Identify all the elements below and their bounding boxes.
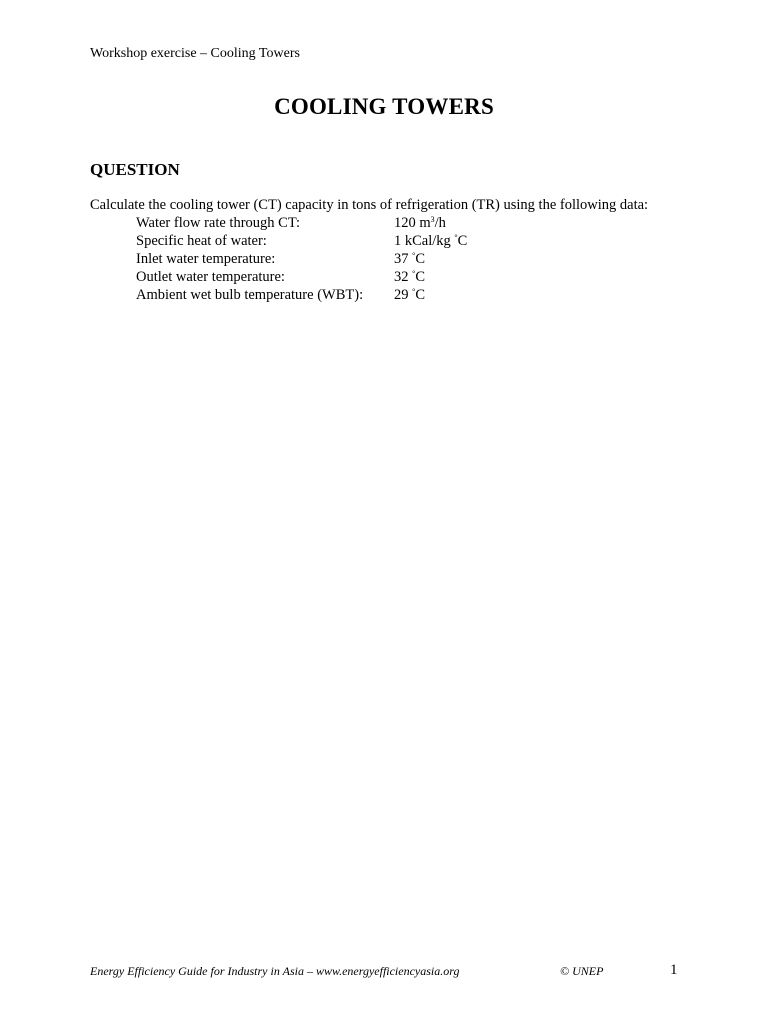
- data-value: 32 °C: [394, 269, 425, 285]
- data-label: Ambient wet bulb temperature (WBT):: [136, 287, 364, 303]
- data-label: Specific heat of water:: [136, 233, 267, 249]
- question-intro: Calculate the cooling tower (CT) capacity in tons of refrigeration (TR) using the following data:: [90, 197, 649, 213]
- data-value: 120 $m^3/h$: [394, 215, 446, 231]
- footer-copyright: © UNEP: [560, 964, 604, 978]
- page-number: 1: [670, 962, 678, 978]
- data-label: Water flow rate through CT:: [136, 215, 301, 231]
- data-value: 29 °C: [394, 287, 425, 303]
- data-row-inlet-temp: [136, 250, 467, 268]
- data-value: 37 °C: [394, 251, 425, 267]
- section-heading: QUESTION: [90, 160, 180, 179]
- data-value: 1 kCal/kg °C: [394, 233, 468, 249]
- data-row-water-flow: [136, 214, 467, 232]
- data-row-specific-heat: [136, 232, 467, 250]
- document-title: COOLING TOWERS: [274, 94, 494, 119]
- given-data-list: [136, 214, 467, 304]
- data-row-outlet-temp: [136, 268, 467, 286]
- data-label: Outlet water temperature:: [136, 269, 285, 285]
- data-label: Inlet water temperature:: [136, 251, 276, 267]
- page-header: Workshop exercise – Cooling Towers: [90, 46, 300, 61]
- data-row-wet-bulb: [136, 286, 467, 304]
- footer-source: Energy Efficiency Guide for Industry in Asia – www.energyefficiencyasia.org: [90, 964, 460, 978]
